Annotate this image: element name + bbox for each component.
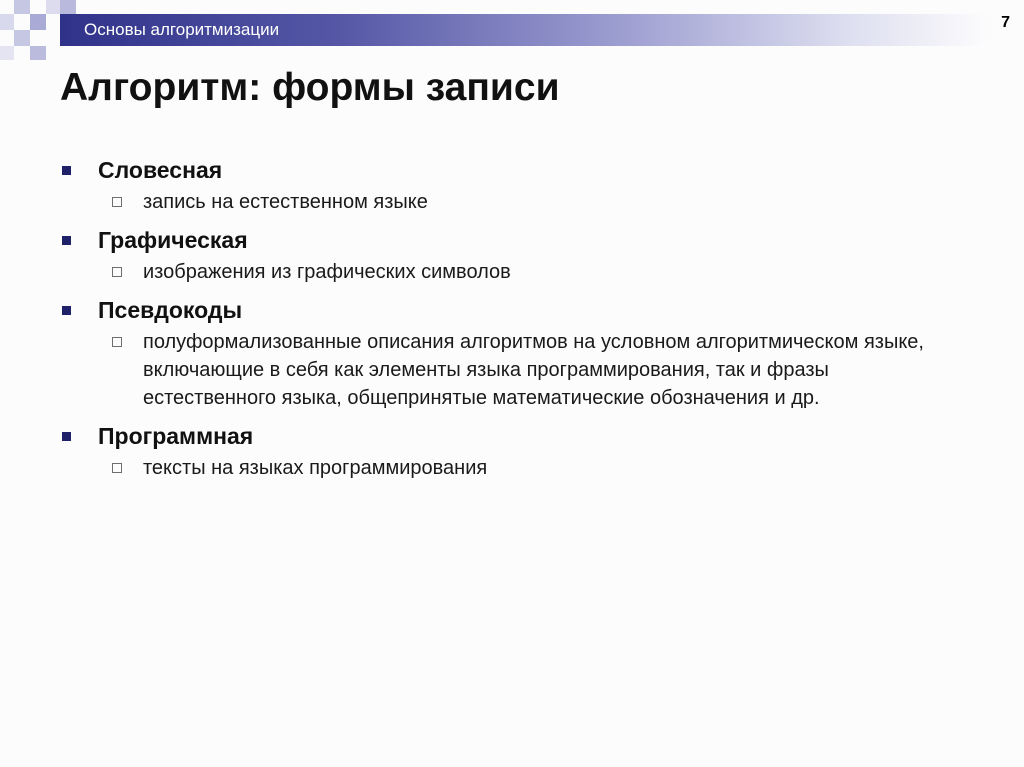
filled-square-icon [62, 306, 71, 315]
level2-item [112, 188, 960, 216]
filled-square-icon [62, 432, 71, 441]
level1-label: Псевдокоды [98, 297, 243, 323]
filled-square-icon [62, 236, 71, 245]
level1-label: Графическая [98, 227, 248, 253]
list-item [60, 292, 960, 412]
level2-item [112, 258, 960, 286]
list-item [60, 152, 960, 216]
decor-square [14, 30, 30, 46]
level2-item [112, 328, 960, 412]
hollow-square-icon [112, 337, 122, 347]
level1-item [60, 152, 960, 188]
decor-square [0, 14, 14, 30]
decor-square [0, 46, 14, 60]
level2-text: изображения из графических символов [143, 261, 511, 283]
hollow-square-icon [112, 267, 122, 277]
level2-text: тексты на языках программирования [143, 457, 488, 479]
hollow-square-icon [112, 463, 122, 473]
level2-text: полуформализованные описания алгоритмов на условном алгоритмическом языке, включающие в себя как элементы языка программирования, так и фразы естественного языка, общепринятые математические обозначения и др. [143, 331, 924, 409]
level1-item [60, 222, 960, 258]
decor-square [30, 14, 46, 30]
level2-text: запись на естественном языке [143, 191, 428, 213]
decor-square [46, 0, 60, 14]
decor-square [14, 0, 30, 14]
level1-label: Словесная [98, 157, 223, 183]
decor-square [60, 0, 76, 14]
slide-title: Алгоритм: формы записи [60, 66, 560, 109]
slide-number: 7 [1001, 14, 1010, 31]
hollow-square-icon [112, 197, 122, 207]
filled-square-icon [62, 166, 71, 175]
level1-label: Программная [98, 423, 254, 449]
list-item [60, 418, 960, 482]
list-item [60, 222, 960, 286]
level1-item [60, 418, 960, 454]
level2-item [112, 454, 960, 482]
bullet-list [60, 152, 960, 488]
decor-square [30, 46, 46, 60]
level1-item [60, 292, 960, 328]
header-title: Основы алгоритмизации [84, 20, 280, 39]
